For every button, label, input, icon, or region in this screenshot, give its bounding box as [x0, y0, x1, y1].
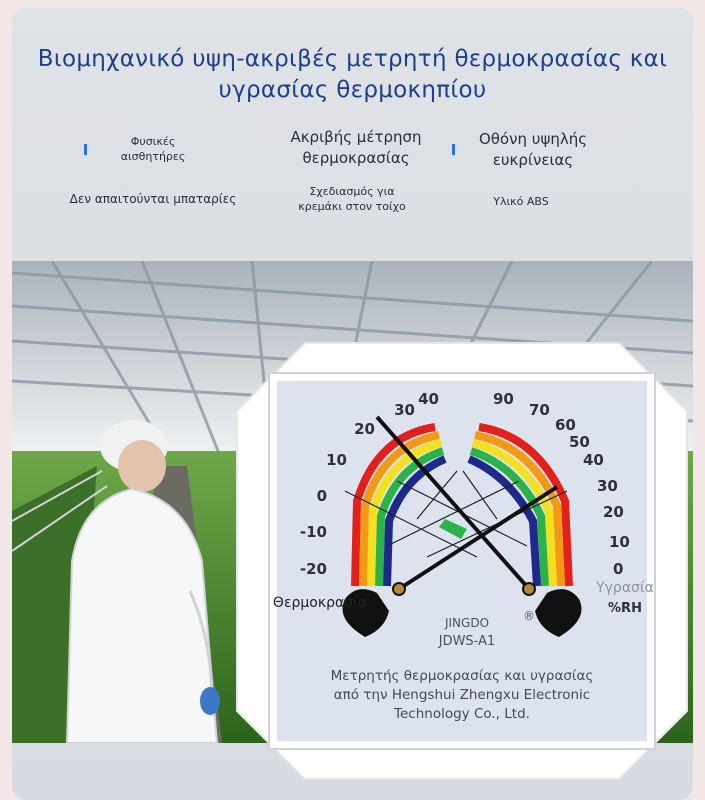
- feature-no-batteries: [58, 191, 248, 207]
- temp-tick: -10: [299, 523, 327, 541]
- humidity-unit: %RH: [608, 601, 642, 616]
- humidity-tick: 40: [583, 451, 604, 469]
- feature-label: Σχεδιασμός για: [309, 185, 395, 198]
- humidity-tick: 70: [529, 401, 550, 419]
- humidity-tick: 90: [493, 390, 514, 408]
- humidity-tick: 0: [613, 560, 624, 578]
- registered-mark: ®: [523, 609, 535, 623]
- product-card: [12, 8, 693, 800]
- caption-line: Μετρητής θερμοκρασίας και υγρασίας: [330, 668, 594, 684]
- temp-tick: 0: [316, 487, 327, 505]
- title-line-1: Βιομηχανικό υψη-ακριβές μετρητή θερμοκρασίας και: [37, 46, 668, 72]
- feature-accurate-temperature: [276, 127, 436, 169]
- feature-label: Δεν απαιτούνται μπαταρίες: [69, 192, 237, 206]
- feature-label: Υλικό ABS: [493, 195, 549, 208]
- feature-high-definition-display: [458, 129, 608, 171]
- product-title: [12, 44, 693, 106]
- feature-bullet-icon: [452, 144, 455, 155]
- feature-label: θερμοκρασίας: [302, 149, 410, 167]
- feature-natural-sensors: [98, 134, 208, 164]
- temperature-label: Θερμοκρασία: [272, 595, 368, 611]
- humidity-tick: 20: [603, 503, 624, 521]
- temp-tick: 10: [326, 451, 347, 469]
- temp-tick: 20: [354, 420, 375, 438]
- humidity-label: Υγρασία: [596, 580, 654, 596]
- feature-abs-material: [476, 194, 566, 209]
- humidity-tick: 10: [609, 533, 630, 551]
- gauge-caption: [297, 667, 627, 724]
- brand-name: JINGDO: [444, 616, 490, 630]
- feature-label: αισθητήρες: [120, 150, 186, 163]
- temp-tick: -20: [299, 560, 327, 578]
- feature-label: ευκρίνειας: [492, 151, 574, 169]
- feature-wall-hanging: [282, 184, 422, 214]
- feature-label: Οθόνη υψηλής: [478, 130, 588, 148]
- model-number: JDWS-A1: [438, 634, 496, 649]
- feature-label: κρεμάκι στον τοίχο: [298, 200, 406, 213]
- caption-line: από την Hengshui Zhengxu Electronic: [333, 687, 591, 703]
- humidity-tick: 30: [597, 477, 618, 495]
- feature-bullet-icon: [84, 144, 87, 155]
- caption-line: Technology Co., Ltd.: [394, 706, 530, 722]
- temp-tick: 30: [394, 401, 415, 419]
- humidity-tick: 60: [555, 416, 576, 434]
- hygrothermometer: [227, 331, 693, 791]
- humidity-tick: 50: [569, 433, 590, 451]
- title-line-2: υγρασίας θερμοκηπίου: [218, 77, 487, 103]
- feature-label: Φυσικές: [130, 135, 176, 148]
- feature-label: Ακριβής μέτρηση: [290, 128, 422, 146]
- temp-tick: 40: [418, 390, 439, 408]
